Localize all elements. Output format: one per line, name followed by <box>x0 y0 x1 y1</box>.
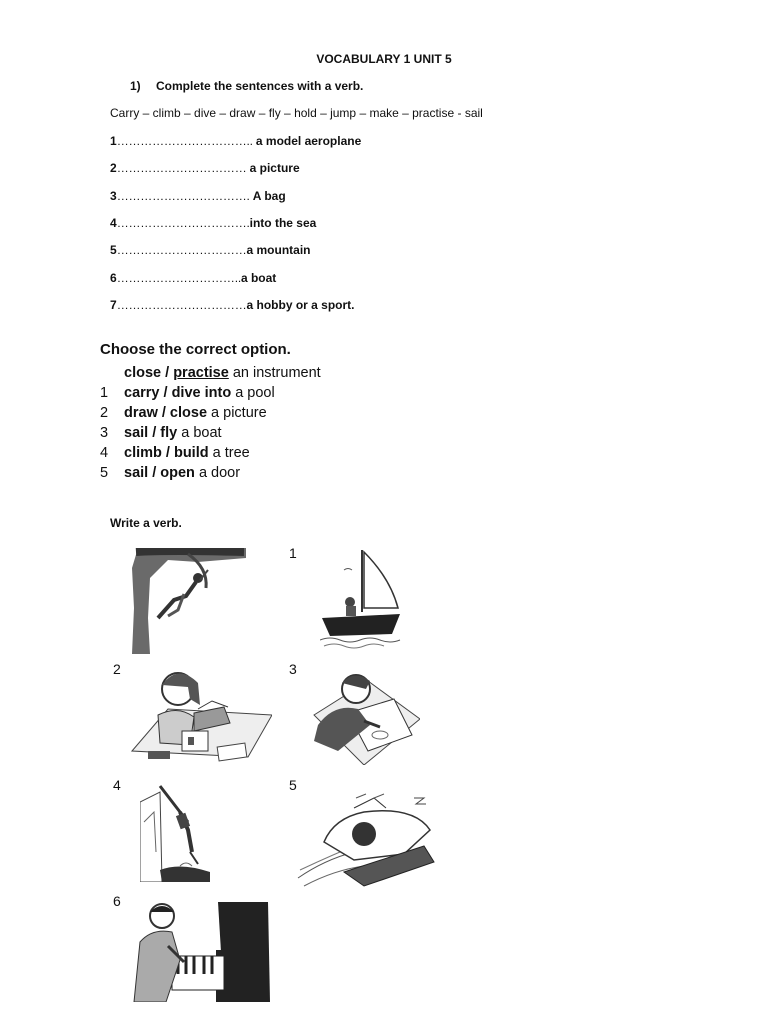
option-item <box>0 405 768 425</box>
sentence-item <box>110 134 361 148</box>
sentence-text: into the sea <box>249 216 317 230</box>
sentence-text: A bag <box>252 189 286 203</box>
exercise-3-heading: Write a verb. <box>110 516 182 530</box>
phrase-rest: an instrument <box>228 365 321 381</box>
picture-number: 2 <box>113 661 121 677</box>
option-b-answer: practise <box>173 365 229 381</box>
blank-line: …………………………… <box>116 161 250 175</box>
item-number: 5 <box>100 465 109 481</box>
sailing-boat-illustration <box>320 548 402 652</box>
option-item <box>0 425 768 445</box>
options: carry / dive into <box>124 385 232 401</box>
playing-piano-illustration <box>132 902 272 1002</box>
phrase-rest: a pool <box>231 385 275 401</box>
diving-illustration <box>140 782 210 882</box>
instruction-text: Complete the sentences with a verb. <box>156 79 364 93</box>
picture-number: 3 <box>289 661 297 677</box>
phrase-rest: a boat <box>177 425 222 441</box>
item-number: 2 <box>100 405 109 421</box>
exercise-1-instruction <box>130 79 363 93</box>
picture-number: 5 <box>289 777 297 793</box>
sentence-number: 4 <box>110 216 117 230</box>
picture-number: 6 <box>113 893 121 909</box>
options: sail / open <box>124 465 195 481</box>
item-number: 4 <box>100 445 109 461</box>
phrase-rest: a door <box>194 465 241 481</box>
blank-line: …………………………… <box>116 298 247 312</box>
option-a: close <box>124 365 162 381</box>
sentence-text: a boat <box>240 271 277 285</box>
options: climb / build <box>124 445 209 461</box>
sentence-item <box>110 298 355 312</box>
option-item <box>0 445 768 465</box>
making-model-illustration <box>128 665 272 765</box>
blank-line: …………………………… <box>116 243 247 257</box>
sentence-number: 1 <box>110 134 117 148</box>
sentence-number: 3 <box>110 189 117 203</box>
option-separator: / <box>161 365 174 381</box>
blank-line: ………………………….. <box>116 271 241 285</box>
item-number: 1 <box>100 385 109 401</box>
page-title: VOCABULARY 1 UNIT 5 <box>316 52 452 66</box>
options: sail / fly <box>124 425 178 441</box>
climbing-tree-illustration <box>128 548 246 654</box>
sentence-number: 7 <box>110 298 117 312</box>
sentence-item <box>110 189 286 203</box>
item-number: 3 <box>100 425 109 441</box>
sentence-number: 2 <box>110 161 117 175</box>
blank-line: …………………………….. <box>116 134 256 148</box>
exercise-2-heading: Choose the correct option. <box>100 341 291 358</box>
sentence-item <box>110 216 316 230</box>
example-item <box>0 365 768 385</box>
sentence-number: 6 <box>110 271 117 285</box>
picture-number: 4 <box>113 777 121 793</box>
blank-line: ……………………………. <box>116 216 250 230</box>
sentence-text: a picture <box>249 161 300 175</box>
phrase-rest: a picture <box>207 405 267 421</box>
sentence-item <box>110 161 300 175</box>
sentence-number: 5 <box>110 243 117 257</box>
word-bank: Carry – climb – dive – draw – fly – hold – jump – make – practise - sail <box>110 106 483 120</box>
picture-number: 1 <box>289 545 297 561</box>
exercise-number: 1) <box>130 79 141 93</box>
sentence-text: a model aeroplane <box>255 134 362 148</box>
phrase-rest: a tree <box>208 445 250 461</box>
sentence-text: a hobby or a sport. <box>246 298 355 312</box>
flying-plane-illustration <box>294 790 444 894</box>
sentence-item <box>110 271 276 285</box>
sentence-text: a mountain <box>246 243 311 257</box>
sentence-item <box>110 243 311 257</box>
option-item <box>0 385 768 405</box>
drawing-picture-illustration <box>308 665 420 765</box>
option-item <box>0 465 768 485</box>
blank-line: ……………………………. <box>116 189 253 203</box>
options: draw / close <box>124 405 208 421</box>
